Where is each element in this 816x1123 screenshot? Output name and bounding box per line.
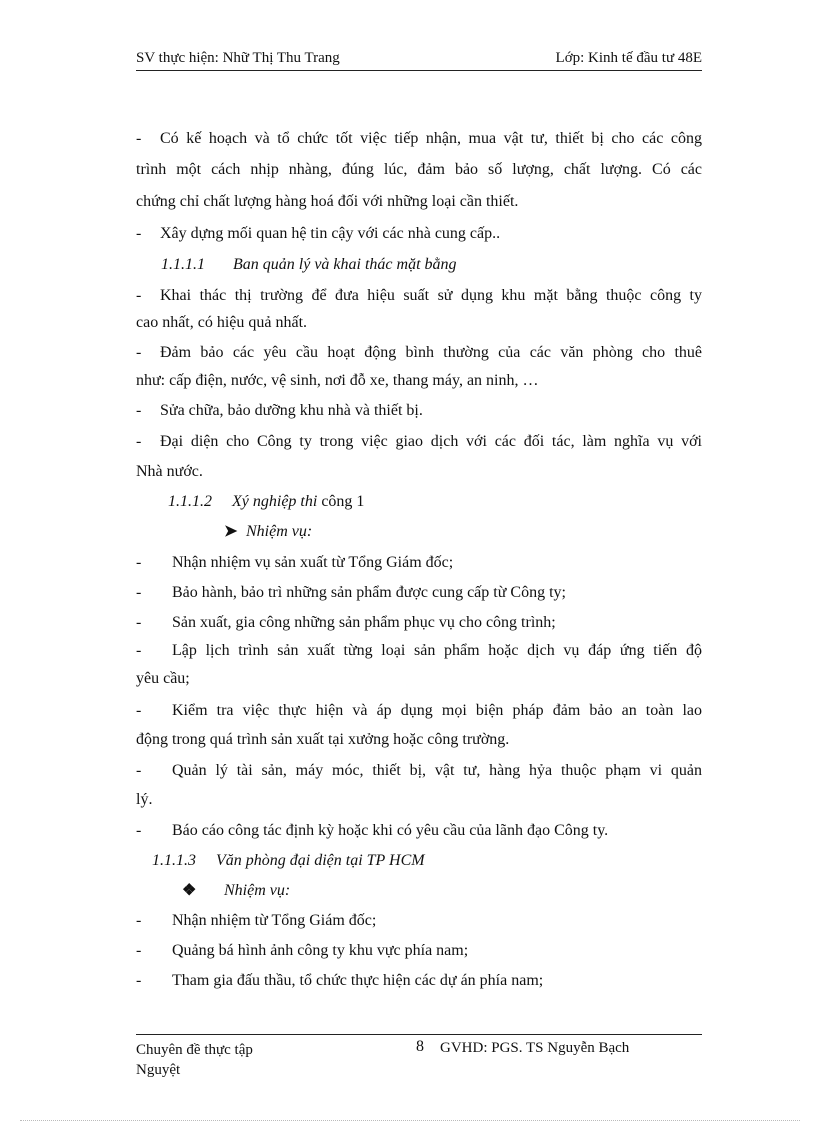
subsection-heading: ➤ Nhiệm vụ: [224,521,790,543]
list-item: - Nhận nhiệm vụ sản xuất từ Tổng Giám đốc; [136,554,454,571]
list-item: yêu cầu; [136,670,190,687]
section-heading: 1.1.1.2 Xý nghiệp thi công 1 [168,493,365,510]
section-heading: 1.1.1.3 Văn phòng đại diện tại TP HCM [152,852,425,869]
list-item: - Quản lý tài sản, máy móc, thiết bị, vật tư, hàng hỷa thuộc phạm vi quản [136,762,702,779]
list-item: - Sản xuất, gia công những sản phẩm phục vụ cho công trình; [136,614,556,631]
list-item: - Tham gia đấu thầu, tổ chức thực hiện các dự án phía nam; [136,972,544,989]
paragraph-line: Nhà nước. [136,463,203,480]
subsection-heading: ❖ Nhiệm vụ: [182,880,748,902]
footer-left-line1: Chuyên đề thực tập [136,1042,253,1058]
list-item: động trong quá trình sản xuất tại xưởng hoặc công trường. [136,731,510,748]
student-name: SV thực hiện: Nhữ Thị Thu Trang [136,50,340,66]
list-item: - Quảng bá hình ảnh công ty khu vực phía nam; [136,942,469,959]
list-item: - Báo cáo công tác định kỳ hoặc khi có yêu cầu của lãnh đạo Công ty. [136,822,609,839]
list-item: lý. [136,791,153,808]
paragraph-line: - Sửa chữa, bảo dưỡng khu nhà và thiết bị. [136,402,423,419]
page-header [136,50,702,71]
list-item: - Nhận nhiệm từ Tổng Giám đốc; [136,912,377,929]
paragraph-line: - Đại diện cho Công ty trong việc giao dịch với các đối tác, làm nghĩa vụ với [136,433,702,450]
paragraph-line: - Khai thác thị trường để đưa hiệu suất sử dụng khu mặt bằng thuộc công ty [136,287,702,304]
paragraph-line: cao nhất, có hiệu quả nhất. [136,314,308,331]
paragraph-line: như: cấp điện, nước, vệ sinh, nơi đỗ xe, thang máy, an ninh, … [136,372,539,389]
footer-left-line2: Nguyệt [136,1062,181,1078]
paragraph-line: trình một cách nhịp nhàng, đúng lúc, đảm bảo số lượng, chất lượng. Có các [136,161,702,178]
diamond-bullet-icon: ❖ [182,882,197,899]
list-item: - Bảo hành, bảo trì những sản phẩm được cung cấp từ Công ty; [136,584,566,601]
paragraph-line: - Đảm bảo các yêu cầu hoạt động bình thường của các văn phòng cho thuê [136,344,702,361]
page-footer [136,1034,702,1078]
section-heading: 1.1.1.1 Ban quản lý và khai thác mặt bằng [161,256,457,273]
page-number: 8 [416,1038,424,1055]
page-edge-divider [20,1120,800,1121]
list-item: - Kiểm tra việc thực hiện và áp dụng mọi biện pháp đảm bảo an toàn lao [136,702,702,719]
arrow-bullet-icon: ➤ [224,523,238,540]
footer-left [136,1040,336,1080]
footer-advisor: GVHD: PGS. TS Nguyễn Bạch [440,1040,630,1056]
paragraph-line: - Có kế hoạch và tổ chức tốt việc tiếp nhận, mua vật tư, thiết bị cho các công [136,130,702,147]
list-item: - Lập lịch trình sản xuất từng loại sản phẩm hoặc dịch vụ đáp ứng tiến độ [136,642,702,659]
paragraph-line: chứng chỉ chất lượng hàng hoá đối với những loại cần thiết. [136,193,519,210]
paragraph-line: - Xây dựng mối quan hệ tin cậy với các nhà cung cấp.. [136,225,501,242]
class-name: Lớp: Kinh tế đầu tư 48E [555,50,702,66]
